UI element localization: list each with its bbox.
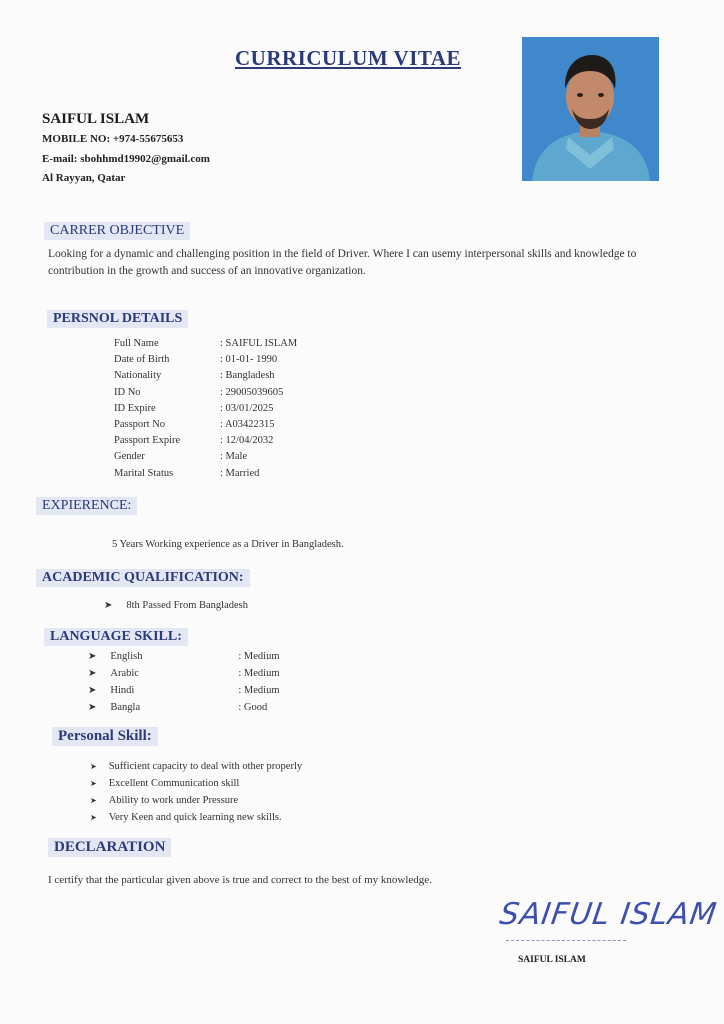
email-value: sbohhmd19902@gmail.com [80, 153, 210, 165]
detail-row [114, 419, 297, 435]
mobile-value: +974-55675653 [112, 133, 184, 145]
handwritten-signature: SAIFUL ISLAM [497, 897, 720, 932]
language-level: : Medium [238, 685, 280, 696]
personal-details-heading: PERSNOL DETAILS [47, 310, 188, 328]
detail-label: Marital Status [114, 467, 174, 479]
detail-label: Gender [114, 451, 145, 463]
person-photo-icon [522, 37, 659, 181]
detail-value: : SAIFUL ISLAM [220, 338, 298, 349]
objective-text: Looking for a dynamic and challenging position in the field of Driver. Where I can usemy interpersonal skills and knowledge to contribution in the growth and success of an innovative organization. [48, 248, 637, 277]
language-row [88, 699, 280, 716]
arrow-bullet-icon: ➤ [104, 600, 113, 611]
arrow-bullet-icon: ➤ [90, 796, 97, 805]
arrow-bullet-icon: ➤ [88, 651, 97, 662]
arrow-bullet-icon: ➤ [88, 702, 97, 713]
detail-label: Full Name [114, 338, 159, 349]
detail-value: : 01-01- 1990 [220, 354, 278, 366]
page-title: CURRICULUM VITAE [235, 46, 461, 70]
language-row [88, 648, 280, 665]
list-item [90, 792, 302, 809]
address: Al Rayyan, Qatar [42, 172, 126, 184]
language-list [88, 648, 280, 716]
detail-row [114, 435, 297, 451]
email-line [42, 153, 210, 165]
detail-row [114, 387, 297, 403]
signature-line [506, 940, 626, 941]
language-row [88, 665, 280, 682]
detail-value: : 29005039605 [220, 386, 284, 398]
personal-skill-heading: Personal Skill: [52, 727, 158, 746]
experience-heading: EXPIERENCE: [36, 497, 137, 515]
candidate-name: SAIFUL ISLAM [42, 111, 150, 127]
skill-item: Sufficient capacity to deal with other properly [108, 761, 303, 772]
detail-value: : Married [220, 467, 260, 479]
detail-row [114, 403, 297, 419]
skill-item: Ability to work under Pressure [108, 795, 239, 806]
detail-value: : Bangladesh [220, 370, 275, 382]
personal-skill-list [90, 758, 302, 826]
arrow-bullet-icon: ➤ [90, 813, 97, 822]
email-label: E-mail: [42, 153, 78, 165]
language-name: Bangla [110, 702, 141, 713]
list-item [104, 600, 248, 611]
detail-label: Nationality [114, 370, 162, 382]
detail-label: Date of Birth [114, 354, 170, 366]
detail-row [114, 451, 297, 467]
arrow-bullet-icon: ➤ [88, 668, 97, 679]
list-item [90, 809, 302, 826]
language-name: Hindi [110, 685, 135, 696]
detail-row [114, 338, 297, 354]
academic-heading: ACADEMIC QUALIFICATION: [36, 569, 250, 587]
personal-details-list [114, 338, 297, 484]
detail-label: Passport Expire [114, 435, 181, 447]
language-heading: LANGUAGE SKILL: [44, 628, 188, 646]
arrow-bullet-icon: ➤ [90, 779, 97, 788]
declaration-text: I certify that the particular given above is true and correct to the best of my knowledge. [48, 874, 432, 886]
language-row [88, 682, 280, 699]
experience-text: 5 Years Working experience as a Driver in Bangladesh. [112, 539, 344, 550]
language-level: : Good [238, 702, 268, 713]
detail-row [114, 354, 297, 370]
skill-item: Very Keen and quick learning new skills. [108, 812, 282, 823]
language-name: English [110, 651, 143, 662]
detail-label: Passport No [114, 418, 166, 430]
mobile-label: MOBILE NO: [42, 133, 111, 145]
detail-value: : Male [220, 451, 248, 463]
signature-printed-name: SAIFUL ISLAM [518, 955, 586, 965]
objective-heading: CARRER OBJECTIVE [44, 222, 190, 240]
academic-item: 8th Passed From Bangladesh [126, 600, 249, 611]
detail-row [114, 370, 297, 386]
detail-label: ID Expire [114, 402, 156, 414]
language-level: : Medium [238, 668, 280, 679]
detail-label: ID No [114, 386, 141, 398]
detail-value: : 12/04/2032 [220, 435, 274, 447]
list-item [90, 758, 302, 775]
language-name: Arabic [110, 668, 139, 679]
academic-list [104, 600, 248, 611]
detail-value: : A03422315 [220, 418, 275, 430]
profile-photo [522, 37, 659, 181]
arrow-bullet-icon: ➤ [90, 762, 97, 771]
mobile-line [42, 133, 183, 145]
detail-row [114, 468, 297, 484]
language-level: : Medium [238, 651, 280, 662]
detail-value: : 03/01/2025 [220, 402, 274, 414]
declaration-heading: DECLARATION [48, 838, 171, 857]
arrow-bullet-icon: ➤ [88, 685, 97, 696]
list-item [90, 775, 302, 792]
skill-item: Excellent Communication skill [108, 778, 240, 789]
